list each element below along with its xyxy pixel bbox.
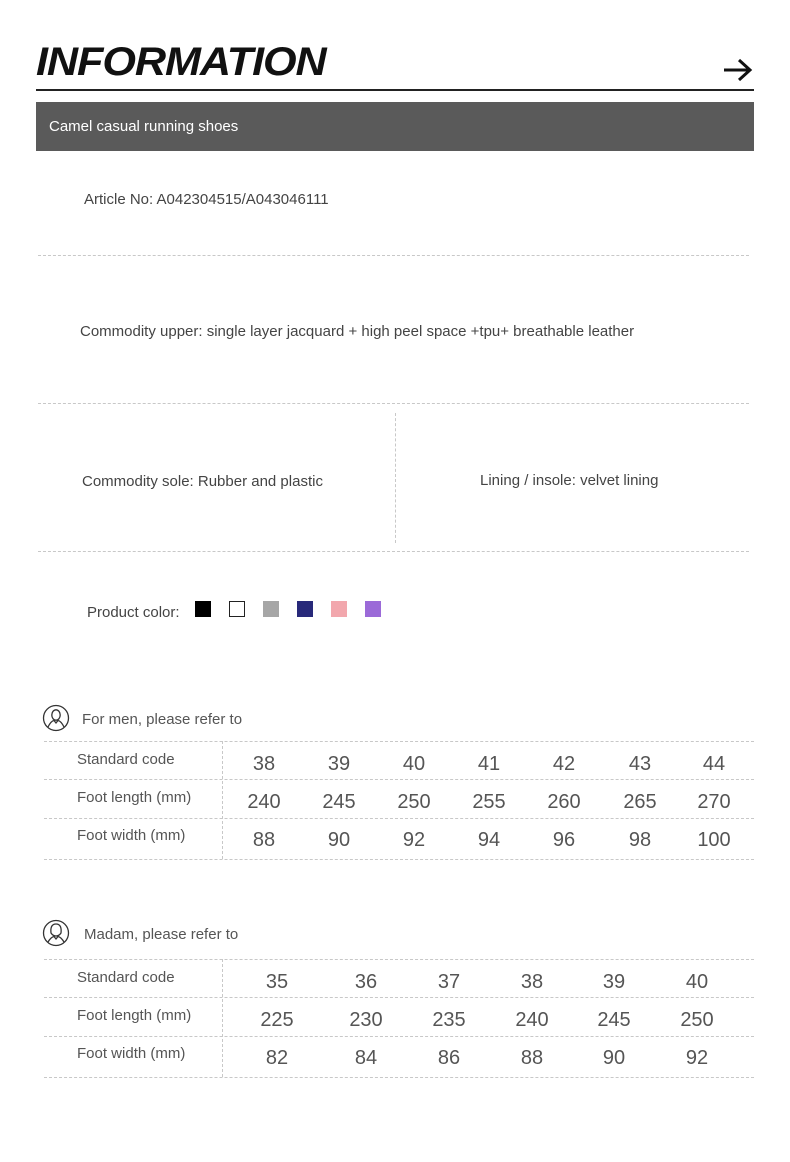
color-swatch[interactable] [365, 601, 381, 617]
lining-insole: Lining / insole: velvet lining [480, 472, 659, 489]
table-cell: 230 [349, 1009, 383, 1031]
table-divider [44, 741, 754, 742]
table-cell: 90 [602, 1047, 626, 1069]
table-cell: 35 [265, 971, 289, 993]
product-color-label: Product color: [87, 604, 180, 621]
table-cell: 40 [402, 753, 426, 775]
vertical-divider [395, 413, 396, 543]
table-cell: 255 [472, 791, 506, 813]
commodity-sole: Commodity sole: Rubber and plastic [82, 473, 323, 490]
table-cell: 38 [252, 753, 276, 775]
table-cell: 245 [597, 1009, 631, 1031]
table-cell: 88 [252, 829, 276, 851]
table-cell: 260 [547, 791, 581, 813]
table-divider [44, 959, 754, 960]
divider [38, 551, 749, 552]
table-cell: 86 [437, 1047, 461, 1069]
row-label: Foot length (mm) [77, 1007, 192, 1024]
table-cell: 44 [702, 753, 726, 775]
table-cell: 90 [327, 829, 351, 851]
row-label: Foot width (mm) [77, 827, 186, 844]
table-divider [44, 779, 754, 780]
row-label: Standard code [77, 969, 175, 986]
color-swatch[interactable] [229, 601, 245, 617]
men-section-label: For men, please refer to [82, 711, 243, 728]
table-cell: 100 [697, 829, 731, 851]
table-cell: 270 [697, 791, 731, 813]
product-name-banner: Camel casual running shoes [36, 102, 754, 151]
table-cell: 240 [247, 791, 281, 813]
table-cell: 92 [685, 1047, 709, 1069]
table-vertical-divider [222, 741, 223, 859]
row-label: Standard code [77, 751, 175, 768]
table-divider [44, 997, 754, 998]
divider [38, 403, 749, 404]
color-swatch[interactable] [195, 601, 211, 617]
row-label: Foot width (mm) [77, 1045, 186, 1062]
table-cell: 38 [520, 971, 544, 993]
table-cell: 88 [520, 1047, 544, 1069]
row-label: Foot length (mm) [77, 789, 192, 806]
table-cell: 84 [354, 1047, 378, 1069]
arrow-right-icon[interactable] [722, 58, 754, 82]
man-avatar-icon [42, 704, 70, 732]
table-divider [44, 1077, 754, 1078]
commodity-upper: Commodity upper: single layer jacquard + high peel space +tpu+ breathable leather [80, 323, 635, 340]
table-divider [44, 859, 754, 860]
table-cell: 250 [397, 791, 431, 813]
table-cell: 245 [322, 791, 356, 813]
table-divider [44, 1036, 754, 1037]
table-cell: 42 [552, 753, 576, 775]
woman-avatar-icon [42, 919, 70, 947]
table-cell: 240 [515, 1009, 549, 1031]
table-cell: 225 [260, 1009, 294, 1031]
table-cell: 98 [628, 829, 652, 851]
table-cell: 235 [432, 1009, 466, 1031]
title-underline [36, 89, 754, 91]
table-cell: 250 [680, 1009, 714, 1031]
table-cell: 39 [602, 971, 626, 993]
table-cell: 37 [437, 971, 461, 993]
page-title: INFORMATION [36, 40, 326, 84]
table-cell: 82 [265, 1047, 289, 1069]
table-cell: 96 [552, 829, 576, 851]
table-divider [44, 818, 754, 819]
table-cell: 43 [628, 753, 652, 775]
table-cell: 39 [327, 753, 351, 775]
table-cell: 94 [477, 829, 501, 851]
women-section-label: Madam, please refer to [84, 926, 239, 943]
table-cell: 36 [354, 971, 378, 993]
table-cell: 265 [623, 791, 657, 813]
color-swatch[interactable] [297, 601, 313, 617]
table-cell: 41 [477, 753, 501, 775]
color-swatch[interactable] [263, 601, 279, 617]
divider [38, 255, 749, 256]
article-number: Article No: A042304515/A043046111 [84, 191, 329, 208]
color-swatch[interactable] [331, 601, 347, 617]
table-vertical-divider [222, 959, 223, 1077]
table-cell: 92 [402, 829, 426, 851]
table-cell: 40 [685, 971, 709, 993]
